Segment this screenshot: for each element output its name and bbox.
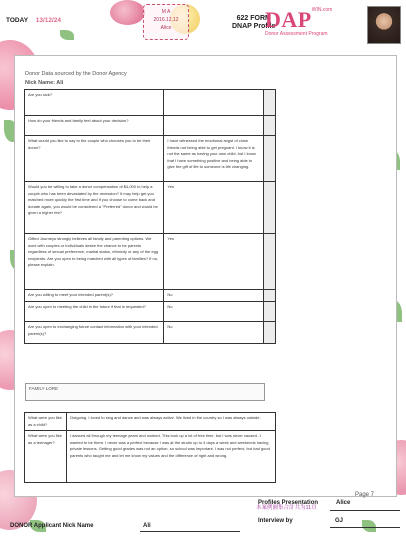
answer-cell <box>164 90 264 116</box>
table-margin-cell <box>264 116 276 136</box>
page-number: Page 7 <box>355 492 375 498</box>
interview-by-label: Interview by <box>258 518 293 524</box>
approval-stamp <box>143 4 189 40</box>
stamp-line: 2016.12.12 <box>153 17 179 23</box>
signature-line <box>330 527 400 528</box>
logo-domain: WIN.com <box>311 7 333 13</box>
question-cell: What were you like as a teenager? <box>25 431 67 483</box>
sheet-heading: Donor Data sourced by the Donor Agency <box>25 71 127 77</box>
donor-questions-table <box>24 89 276 344</box>
logo-text: DAP <box>265 7 312 32</box>
answer-cell: No <box>164 290 264 302</box>
today-label: TODAY <box>6 17 28 24</box>
question-cell: Are you willing to meet your intended parent(s)? <box>25 290 164 302</box>
profile-sheet <box>14 55 397 497</box>
answer-cell: No <box>164 322 264 344</box>
form-title-line: DNAP Profile <box>232 23 276 30</box>
table-row <box>25 234 276 290</box>
flower-decoration <box>110 0 145 25</box>
question-cell: Gifted Journeys strongly believes all family and parenting options. We work with couples or individuals desire the chance to be parents regardless of sexual preference, marital status, ethnicity or any of the egg recipients. Are you open to being matched with all types of families? If no, please explain. <box>25 234 164 290</box>
today-date-line <box>6 17 61 24</box>
answer-cell <box>164 116 264 136</box>
family-lore-header: FAMILY LORE <box>25 383 265 401</box>
stamp-line: M A <box>161 9 171 15</box>
donor-photo <box>367 6 401 44</box>
question-cell: Are you open to exchanging future contact information with your intended parent(s)? <box>25 322 164 344</box>
nick-name-line: Nick Name: Ali <box>25 80 64 86</box>
table-row <box>25 413 276 431</box>
interview-by-value: GJ <box>335 518 344 524</box>
answer-cell: No <box>164 302 264 322</box>
table-margin-cell <box>264 322 276 344</box>
leaf-decoration <box>362 520 376 532</box>
answer-cell: Outgoing. I loved to sing and dance and was always active. We lived in the country so I was always outside. <box>66 413 275 431</box>
question-cell: Would you be willing to take a donor compensation of $4,000 to help a couple who has been devastated by the recession? It may help get you matched more quickly the first time and if you choose to come back and donate again, you would be considered a "Preferred" donor and would be given a higher fee? <box>25 182 164 234</box>
stamp-line: Alice <box>160 25 172 31</box>
dap-logo <box>265 7 361 37</box>
today-date: 13/12/24 <box>35 17 62 24</box>
question-cell: What were you like as a child? <box>25 413 67 431</box>
table-row <box>25 90 276 116</box>
signature-line <box>330 510 400 511</box>
table-row <box>25 302 276 322</box>
table-row <box>25 290 276 302</box>
donor-nick-name-value: Ali <box>143 523 151 529</box>
table-row <box>25 136 276 182</box>
answer-cell: I danced all through my teenage years and worked. This took up a lot of free time, but I was never caused...I wanted to be there. I never was a perfect because I was at the studio up to 4 days a week and weekends having private lessons. Getting good grades was not an option, so school was important. I was not perfect, but had good parents who taught me and let me know my values and the difference of right and wrong. <box>66 431 275 483</box>
answer-cell: Yes <box>164 234 264 290</box>
table-row <box>25 116 276 136</box>
question-cell: What would you like to say to the couple who chooses you to be their donor? <box>25 136 164 182</box>
signature-line <box>140 531 240 532</box>
table-margin-cell <box>264 302 276 322</box>
table-margin-cell <box>264 234 276 290</box>
table-margin-cell <box>264 182 276 234</box>
form-title-line: 622 FORM <box>236 15 271 22</box>
profiles-presentation-label: Profiles Presentation <box>258 500 319 506</box>
family-lore-table <box>24 412 276 483</box>
donor-nick-name-label: DONOR Applicant Nick Name <box>10 523 94 529</box>
question-cell: How do your friends and family feel about your decision? <box>25 116 164 136</box>
table-row <box>25 322 276 344</box>
question-cell: Are you open to meeting the child in the future if that is requested? <box>25 302 164 322</box>
answer-cell: I have witnessed the emotional angst of close friends not being able to get pregnant. I know it is not the same as having your own child, but I know that I have something positive and being able to give the gift of life to someone is life changing. <box>164 136 264 182</box>
table-margin-cell <box>264 290 276 302</box>
table-margin-cell <box>264 136 276 182</box>
leaf-decoration <box>60 30 74 40</box>
page-count-watermark: 本案例圖集合計共为11頁 <box>256 505 317 511</box>
table-row <box>25 431 276 483</box>
profiles-presentation-value: Alice <box>336 500 351 506</box>
logo-subtitle: Donor Assessment Program <box>265 31 328 37</box>
question-cell: Are you sick? <box>25 90 164 116</box>
answer-cell: Yes <box>164 182 264 234</box>
table-margin-cell <box>264 90 276 116</box>
table-row <box>25 182 276 234</box>
